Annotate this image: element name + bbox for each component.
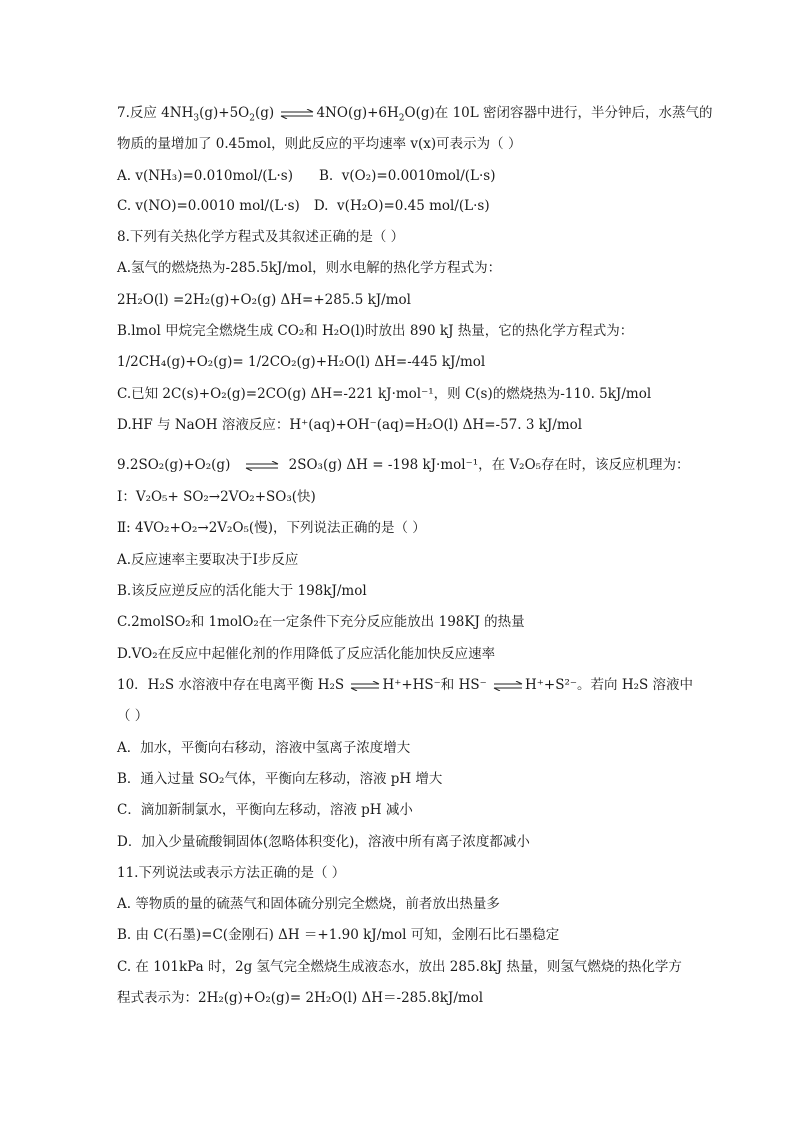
q7-text-a: 7.反应 4NH bbox=[117, 105, 194, 121]
q9-line1 bbox=[117, 455, 690, 475]
q9-option-d: D.VO₂在反应中起催化剂的作用降低了反应活化能加快反应速率 bbox=[117, 646, 496, 662]
q9-step1: Ⅰ：V₂O₅+ SO₂→2VO₂+SO₃(快) bbox=[117, 489, 316, 505]
q8-option-a-line2: 2H₂O(l) =2H₂(g)+O₂(g) ΔH=+285.5 kJ/mol bbox=[117, 292, 411, 308]
q9-text-b: 2SO₃(g) ΔH = -198 kJ·mol⁻¹，在 V₂O₅存在时，该反应机理为： bbox=[288, 457, 690, 473]
equilibrium-arrow-icon bbox=[493, 681, 523, 691]
q8-option-a-line1: A.氢气的燃烧热为-285.5kJ/mol，则水电解的热化学方程式为： bbox=[117, 260, 502, 276]
q8-option-b-line2: 1/2CH₄(g)+O₂(g)= 1/2CO₂(g)+H₂O(l) ΔH=-445 kJ/mol bbox=[117, 354, 486, 370]
q7-line1 bbox=[117, 103, 713, 123]
q11-option-c-line1: C. 在 101kPa 时，2g 氢气完全燃烧生成液态水，放出 285.8kJ 热量，则氢气燃烧的热化学方 bbox=[117, 959, 682, 975]
q10-text-a: 10．H₂S 水溶液中存在电离平衡 H₂S bbox=[117, 677, 345, 693]
q7-text-e: O(g)在 10L 密闭容器中进行，半分钟后，水蒸气的 bbox=[404, 105, 713, 121]
q11-option-c-line2: 程式表示为：2H₂(g)+O₂(g)= 2H₂O(l) ΔH＝-285.8kJ/mol bbox=[117, 990, 484, 1006]
q7-line2: 物质的量增加了 0.45mol，则此反应的平均速率 v(x)可表示为（ ） bbox=[117, 136, 522, 152]
sub: 2 bbox=[398, 113, 405, 124]
q7-text-d: 4NO(g)+6H bbox=[316, 105, 399, 121]
q9-option-b: B.该反应逆反应的活化能大于 198kJ/mol bbox=[117, 583, 367, 599]
sub: 3 bbox=[193, 113, 200, 124]
q9-option-a: A.反应速率主要取决于Ⅰ步反应 bbox=[117, 552, 299, 568]
q9-step2: Ⅱ: 4VO₂+O₂→2V₂O₅(慢)，下列说法正确的是（ ） bbox=[117, 520, 426, 536]
q10-line1 bbox=[117, 675, 693, 695]
q11-stem: 11.下列说法或表示方法正确的是（ ） bbox=[117, 865, 346, 881]
q10-option-b: B．通入过量 SO₂气体，平衡向左移动，溶液 pH 增大 bbox=[117, 771, 443, 787]
q11-option-a: A. 等物质的量的硫蒸气和固体硫分别完全燃烧，前者放出热量多 bbox=[117, 896, 500, 912]
q7-text-c: (g) bbox=[254, 105, 275, 121]
q10-option-d: D．加入少量硫酸铜固体(忽略体积变化)，溶液中所有离子浓度都减小 bbox=[117, 834, 530, 850]
q10-text-c: H⁺+S²⁻。若向 H₂S 溶液中 bbox=[525, 677, 694, 693]
q7-options-ab bbox=[117, 166, 495, 186]
q8-option-b-line1: B.lmol 甲烷完全燃烧生成 CO₂和 H₂O(l)时放出 890 kJ 热量，它的热化学方程式为： bbox=[117, 323, 634, 339]
q9-text-a: 9.2SO₂(g)+O₂(g) bbox=[117, 457, 231, 473]
q7-options-cd bbox=[117, 196, 490, 216]
q7-text-b: (g)+5O bbox=[199, 105, 250, 121]
q10-line2: （ ） bbox=[117, 708, 149, 724]
q8-option-c: C.已知 2C(s)+O₂(g)=2CO(g) ΔH=-221 kJ·mol⁻¹，则 C(s)的燃烧热为-110. 5kJ/mol bbox=[117, 386, 652, 402]
q7-option-c: C. v(NO)=0.0010 mol/(L·s) bbox=[117, 198, 300, 214]
q7-option-a: A. v(NH₃)=0.010mol/(L·s) bbox=[117, 168, 293, 184]
q10-option-a: A．加水，平衡向右移动，溶液中氢离子浓度增大 bbox=[117, 740, 411, 756]
q7-option-b: B. v(O₂)=0.0010mol/(L·s) bbox=[318, 168, 496, 184]
q7-option-d: D. v(H₂O)=0.45 mol/(L·s) bbox=[313, 198, 490, 214]
q8-stem: 8.下列有关热化学方程式及其叙述正确的是（ ） bbox=[117, 229, 405, 245]
q10-text-b: H⁺+HS⁻和 HS⁻ bbox=[382, 677, 487, 693]
q9-option-c: C.2molSO₂和 1molO₂在一定条件下充分反应能放出 198KJ 的热量 bbox=[117, 614, 525, 630]
q10-option-c: C．滴加新制氯水，平衡向左移动，溶液 pH 减小 bbox=[117, 802, 413, 818]
q8-option-d: D.HF 与 NaOH 溶液反应：H⁺(aq)+OH⁻(aq)=H₂O(l) ΔH=-57. 3 kJ/mol bbox=[117, 417, 583, 433]
equilibrium-arrow-icon bbox=[350, 681, 380, 691]
equilibrium-arrow-icon bbox=[280, 109, 314, 119]
q11-option-b: B. 由 C(石墨)=C(金刚石) ΔH ＝+1.90 kJ/mol 可知，金刚石比石墨稳定 bbox=[117, 927, 560, 943]
sub: 2 bbox=[249, 113, 255, 124]
equilibrium-arrow-icon bbox=[245, 461, 279, 471]
